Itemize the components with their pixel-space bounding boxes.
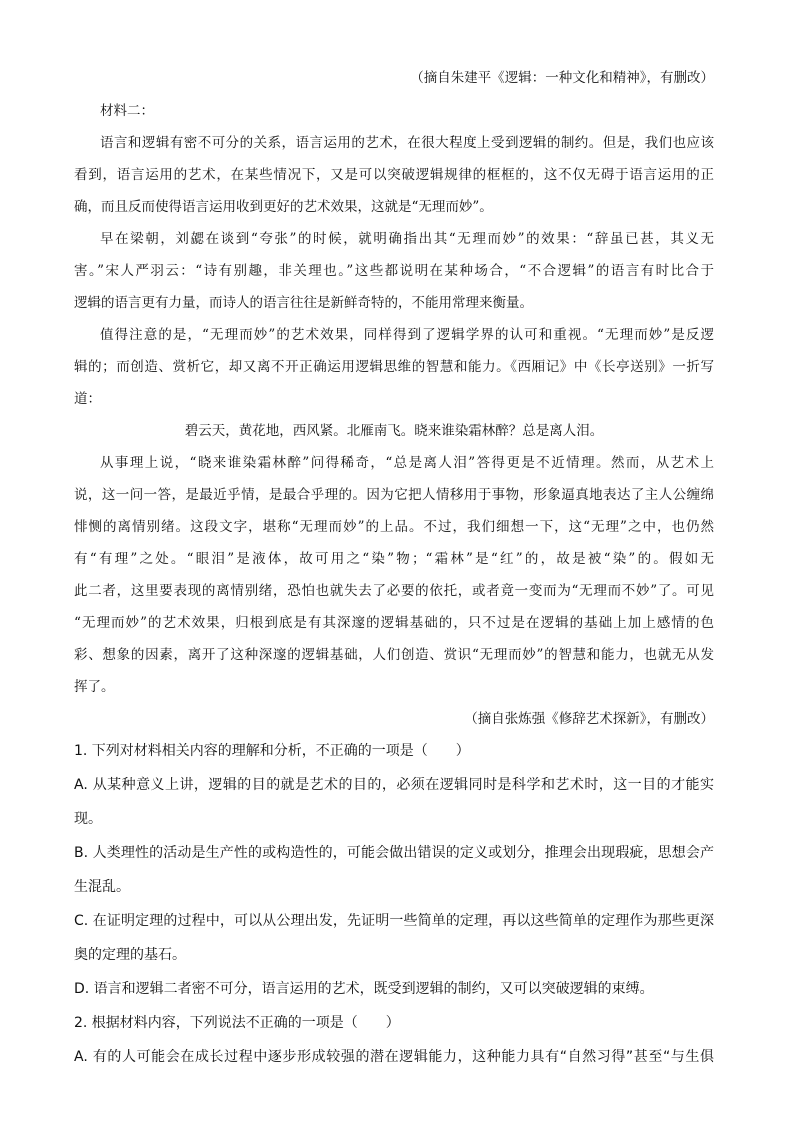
paragraph-line: 早在梁朝，刘勰在谈到“夸张”的时候，就明确指出其“无理而妙”的效果：“辞虽已甚，其义无 xyxy=(100,231,714,247)
question-2-stem: 2. 根据材料内容，下列说法不正确的一项是（ ） xyxy=(74,1015,400,1031)
paragraph-line: “无理而妙”的艺术效果，归根到底是有其深邃的逻辑基础的，只不过是在逻辑的基础上加上感情的色 xyxy=(74,615,714,631)
paragraph-line: 语言和逻辑有密不可分的关系，语言运用的艺术，在很大程度上受到逻辑的制约。但是，我们也应该 xyxy=(100,135,714,151)
question-1-option-b-cont: 生混乱。 xyxy=(74,879,130,895)
paragraph-line: 看到，语言运用的艺术，在某些情况下，又是可以突破逻辑规律的框框的，这不仅无碍于语言运用的正 xyxy=(74,167,714,183)
question-1-option-d: D. 语言和逻辑二者密不可分，语言运用的艺术，既受到逻辑的制约，又可以突破逻辑的束缚。 xyxy=(74,981,654,997)
paragraph-line: 辑的；而创造、赏析它，却又离不开正确运用逻辑思维的智慧和能力。《西厢记》中《长亭送别》一折写 xyxy=(74,359,714,375)
paragraph-line: 逻辑的语言更有力量，而诗人的语言往往是新鲜奇特的，不能用常理来衡量。 xyxy=(74,295,533,311)
question-1-option-b: B. 人类理性的活动是生产性的或构造性的，可能会做出错误的定义或划分，推理会出现瑕疵，思想会产 xyxy=(74,845,714,861)
paragraph-line: 挥了。 xyxy=(74,679,115,695)
question-2-option-a: A. 有的人可能会在成长过程中逐步形成较强的潜在逻辑能力，这种能力具有“自然习得”甚至“与生俱 xyxy=(74,1049,714,1065)
paragraph-line: 有“有理”之处。“眼泪”是液体，故可用之“染”物；“霜林”是“红”的，故是被“染”的。假如无 xyxy=(74,551,714,567)
poem-quote: 碧云天，黄花地，西风紧。北雁南飞。晓来谁染霜林醉？总是离人泪。 xyxy=(184,423,604,439)
question-1-option-a-cont: 现。 xyxy=(74,811,102,827)
material2-heading: 材料二： xyxy=(100,103,154,119)
question-1-stem: 1. 下列对材料相关内容的理解和分析，不正确的一项是（ ） xyxy=(74,743,470,759)
material2-source: （摘自张炼强《修辞艺术探新》，有删改） xyxy=(464,711,714,727)
paragraph-line: 害。”宋人严羽云：“诗有别趣，非关理也。”这些都说明在某种场合，“不合逻辑”的语言有时比合于 xyxy=(74,263,714,279)
paragraph-line: 从事理上说，“晓来谁染霜林醉”问得稀奇，“总是离人泪”答得更是不近情理。然而，从艺术上 xyxy=(100,455,714,471)
question-1-option-c: C. 在证明定理的过程中，可以从公理出发，先证明一些简单的定理，再以这些简单的定理作为那些更深 xyxy=(74,913,714,929)
paragraph-line: 值得注意的是，“无理而妙”的艺术效果，同样得到了逻辑学界的认可和重视。“无理而妙”是反逻 xyxy=(100,327,714,343)
paragraph-line: 彩、想象的因素，离开了这种深邃的逻辑基础，人们创造、赏识“无理而妙”的智慧和能力，也就无从发 xyxy=(74,647,714,663)
paragraph-line: 道： xyxy=(74,391,101,407)
paragraph-line: 说，这一问一答，是最近乎情，是最合乎理的。因为它把人情移用于事物，形象逼真地表达了主人公缠绵 xyxy=(74,487,714,503)
material1-source: （摘自朱建平《逻辑：一种文化和精神》，有删改） xyxy=(410,70,714,86)
question-1-option-c-cont: 奥的定理的基石。 xyxy=(74,947,186,963)
paragraph-line: 悱恻的离情别绪。这段文字，堪称“无理而妙”的上品。不过，我们细想一下，这“无理”之中，也仍然 xyxy=(74,519,714,535)
paragraph-line: 确，而且反而使得语言运用收到更好的艺术效果，这就是“无理而妙”。 xyxy=(74,199,493,215)
paragraph-line: 此二者，这里要表现的离情别绪，恐怕也就失去了必要的依托，或者竟一变而为“无理而不妙”了。可见 xyxy=(74,583,714,599)
question-1-option-a: A. 从某种意义上讲，逻辑的目的就是艺术的目的，必须在逻辑同时是科学和艺术时，这一目的才能实 xyxy=(74,777,714,793)
